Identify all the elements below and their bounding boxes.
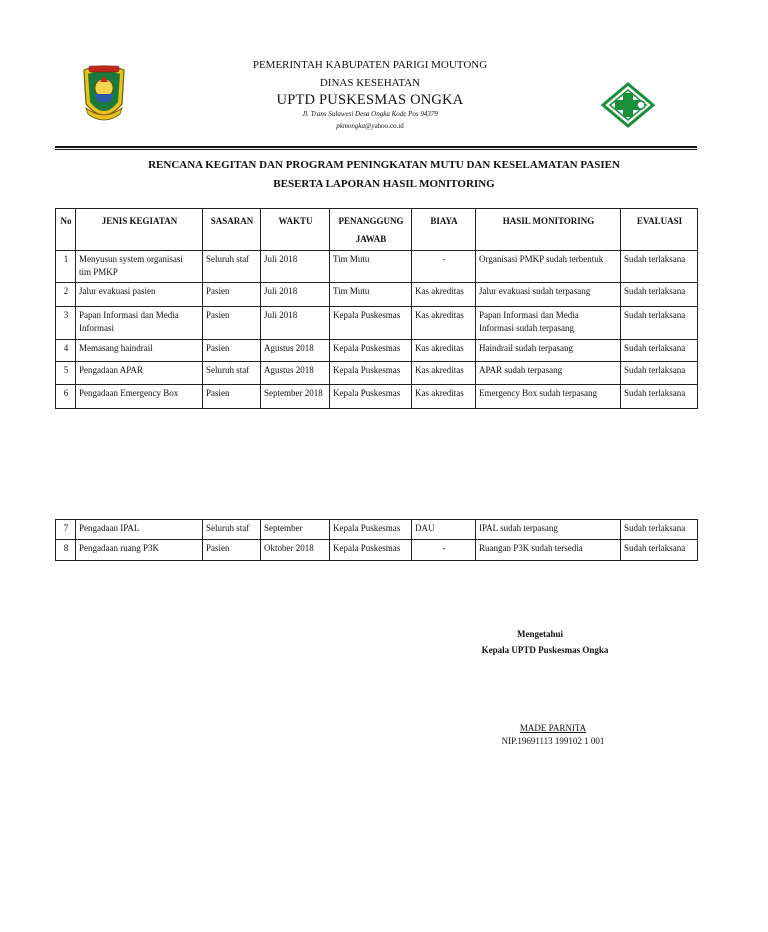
cell-sasaran: Pasien [203,307,261,340]
col-no: No [56,209,76,251]
cell-evaluasi: Sudah terlaksana [621,362,698,385]
cell-pj: Kepala Puskesmas [330,385,412,409]
table-row [56,307,698,340]
header-department: DINAS KESEHATAN [319,77,421,89]
cell-pj: Tim Mutu [330,283,412,307]
cell-waktu: Juli 2018 [261,283,330,307]
cell-kegiatan: Pengadaan Emergency Box [76,385,203,409]
cell-pj: Kepala Puskesmas [330,307,412,340]
cell-sasaran: Pasien [203,385,261,409]
cell-sasaran: Seluruh staf [203,520,261,540]
cell-text: Papan Informasi dan Media [79,310,179,320]
cell-biaya: Kas akreditas [412,362,476,385]
cell-hasil: Organisasi PMKP sudah terbentuk [476,251,621,283]
cell-sasaran: Seluruh staf [203,251,261,283]
signature-name [453,723,653,733]
table-row [56,385,698,409]
table-header-row [56,209,698,251]
header-divider [55,146,697,148]
cell-text: Informasi [79,323,114,333]
cell-kegiatan: Pengadaan ruang P3K [76,540,203,561]
cell-pj: Kepala Puskesmas [330,362,412,385]
email-domain: ahoo.co.id [374,122,404,130]
signature-name-text: MADE PARNITA [519,723,587,733]
signature-position: Kepala UPTD Puskesmas Ongka [481,645,609,655]
document-title: RENCANA KEGITAN DAN PROGRAM PENINGKATAN MUTU DAN KESELAMATAN PASIEN [148,159,620,171]
cell-pj: Kepala Puskesmas [330,540,412,561]
cell-hasil: IPAL sudah terpasang [476,520,621,540]
cell-waktu: September [261,520,330,540]
cell-evaluasi: Sudah terlaksana [621,540,698,561]
cell-biaya: Kas akreditas [412,283,476,307]
signature-nip: NIP.19691113 199102 1 001 [501,736,605,746]
header-government: PEMERINTAH KABUPATEN PARIGI MOUTONG [252,59,488,71]
cell-biaya: Kas akreditas [412,307,476,340]
cell-kegiatan: Memasang haindrail [76,340,203,362]
cell-kegiatan [76,307,203,340]
cell-sasaran: Pasien [203,540,261,561]
cell-sasaran: Seluruh staf [203,362,261,385]
col-jawab: JAWAB [355,234,387,244]
col-hasil: HASIL MONITORING [476,209,621,251]
cell-biaya: Kas akreditas [412,385,476,409]
cell-hasil: Jalur evakuasi sudah terpasang [476,283,621,307]
cell-no: 2 [56,283,76,307]
cell-biaya: DAU [412,520,476,540]
cell-hasil: Haindrail sudah terpasang [476,340,621,362]
cell-pj: Kepala Puskesmas [330,340,412,362]
cell-biaya: Kas akreditas [412,340,476,362]
cell-waktu: Juli 2018 [261,307,330,340]
col-penanggung-jawab [330,209,412,251]
monitoring-table [55,208,698,409]
cell-kegiatan [76,251,203,283]
table-row [56,362,698,385]
cell-evaluasi: Sudah terlaksana [621,340,698,362]
cell-text: Papan Informasi dan Media [479,310,579,320]
document-subtitle: BESERTA LAPORAN HASIL MONITORING [273,178,495,190]
cell-pj: Kepala Puskesmas [330,520,412,540]
cell-no: 3 [56,307,76,340]
cell-kegiatan: Pengadaan IPAL [76,520,203,540]
table-row [56,340,698,362]
cell-biaya: - [412,251,476,283]
cell-no: 8 [56,540,76,561]
cell-waktu: Agustus 2018 [261,362,330,385]
table-row [56,283,698,307]
cell-kegiatan: Jalur evakuasi pasien [76,283,203,307]
cell-no: 1 [56,251,76,283]
cell-no: 6 [56,385,76,409]
col-kegiatan: JENIS KEGIATAN [76,209,203,251]
cell-hasil [476,307,621,340]
cell-waktu: Juli 2018 [261,251,330,283]
cell-no: 7 [56,520,76,540]
cell-hasil: Emergency Box sudah terpasang [476,385,621,409]
table-row [56,251,698,283]
cell-text: Informasi sudah terpasang [479,323,574,333]
cell-kegiatan: Pengadaan APAR [76,362,203,385]
cell-waktu: Agustus 2018 [261,340,330,362]
cell-no: 5 [56,362,76,385]
cell-sasaran: Pasien [203,340,261,362]
col-evaluasi: EVALUASI [621,209,698,251]
col-biaya: BIAYA [412,209,476,251]
email-user: pkmongka@y [336,122,375,130]
cell-evaluasi: Sudah terlaksana [621,283,698,307]
header-email [0,122,740,130]
cell-pj: Tim Mutu [330,251,412,283]
cell-hasil: APAR sudah terpasang [476,362,621,385]
col-sasaran: SASARAN [203,209,261,251]
header-institution: UPTD PUSKESMAS ONGKA [276,92,464,108]
cell-sasaran: Pasien [203,283,261,307]
cell-text: tim PMKP [79,267,118,277]
table-row [56,540,698,561]
cell-text: Menyusun system organisasi [79,254,183,264]
cell-waktu: September 2018 [261,385,330,409]
header-divider-thin [55,149,697,150]
header-address: Jl. Trans Sulawesi Desa Ongka Kode Pos 94379 [302,110,438,118]
signature-acknowledged: Mengetahui [517,629,563,639]
cell-hasil: Ruangan P3K sudah tersedia [476,540,621,561]
col-waktu: WAKTU [261,209,330,251]
cell-no: 4 [56,340,76,362]
cell-evaluasi: Sudah terlaksana [621,520,698,540]
cell-evaluasi: Sudah terlaksana [621,251,698,283]
cell-evaluasi: Sudah terlaksana [621,385,698,409]
col-penanggung: PENANGGUNG [338,216,404,226]
cell-waktu: Oktober 2018 [261,540,330,561]
table-row [56,520,698,540]
cell-evaluasi: Sudah terlaksana [621,307,698,340]
monitoring-table-continued [55,519,698,561]
cell-biaya: - [412,540,476,561]
